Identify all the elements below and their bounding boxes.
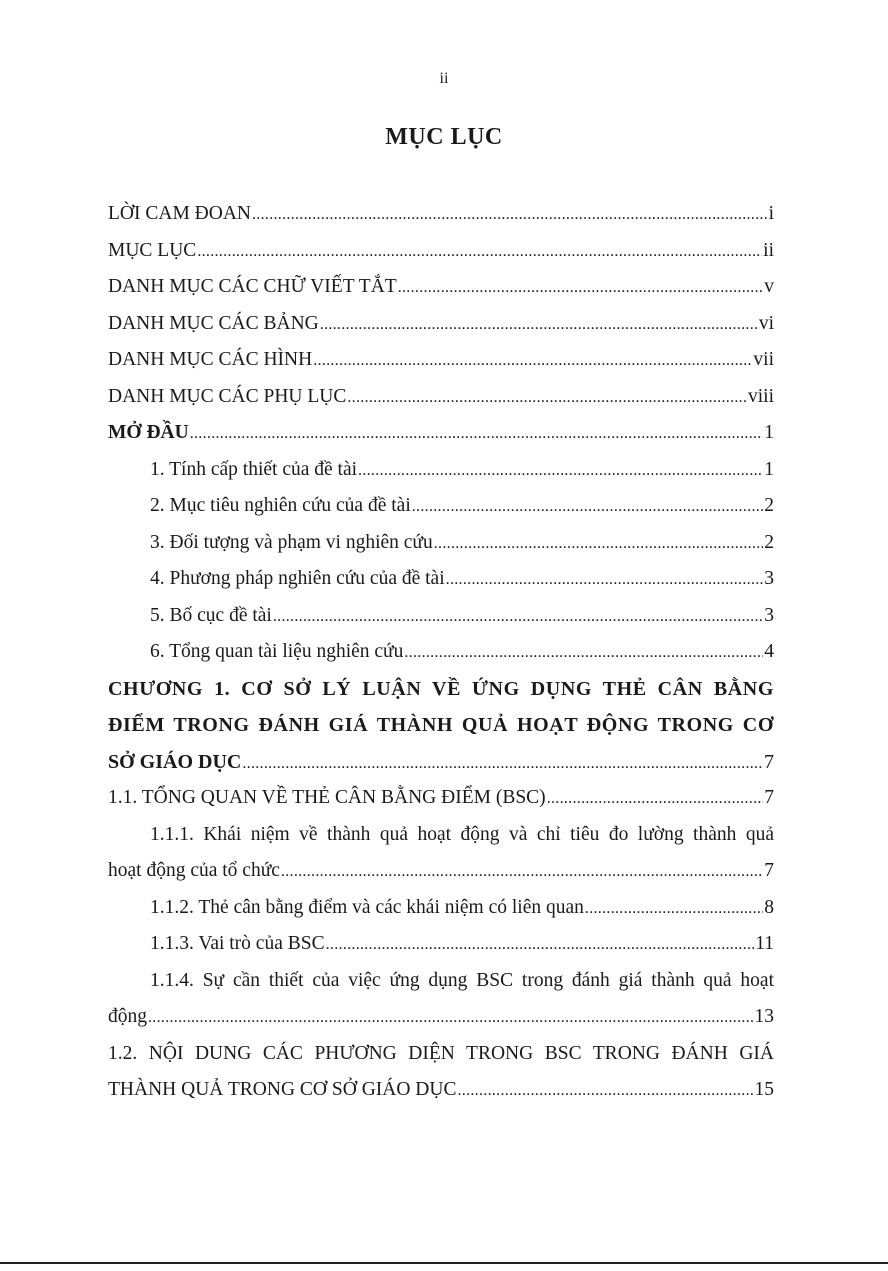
toc-entry-title: 4. Phương pháp nghiên cứu của đề tài — [150, 568, 445, 589]
toc-entry-title-line: ĐIỂM TRONG ĐÁNH GIÁ THÀNH QUẢ HOẠT ĐỘNG TRONG CƠ — [108, 714, 774, 736]
toc-entry-title: 1.1.2. Thẻ cân bằng điểm và các khái niệm có liên quan — [150, 896, 584, 918]
toc-page-number: i — [768, 203, 774, 224]
toc-entry-bo-cuc[interactable] — [108, 598, 774, 635]
toc-page-number: 3 — [764, 568, 774, 589]
toc-entry-last-line — [108, 999, 774, 1036]
toc-entry-1-1-3[interactable] — [108, 926, 774, 963]
toc-entry-title: MỤC LỤC — [108, 239, 197, 261]
toc-page-number: vi — [758, 312, 774, 334]
toc-entry-last-line — [108, 744, 774, 781]
toc-entry-title: 1. Tính cấp thiết của đề tài — [150, 458, 358, 480]
dot-leader — [197, 233, 762, 271]
toc-entry-title-line: CHƯƠNG 1. CƠ SỞ LÝ LUẬN VỀ ỨNG DỤNG THẺ CÂN BẰNG — [108, 677, 774, 700]
toc-entry-loi-cam-doan[interactable] — [108, 196, 774, 233]
toc-entry-title: DANH MỤC CÁC PHỤ LỤC — [108, 385, 347, 407]
toc-page-number: vii — [753, 349, 774, 370]
toc-page-number: 7 — [764, 750, 774, 773]
dot-leader — [273, 598, 763, 636]
dot-leader — [404, 634, 763, 672]
toc-entry-title: 3. Đối tượng và phạm vi nghiên cứu — [150, 531, 433, 553]
toc-page-number: 2 — [764, 495, 774, 516]
toc-entry-title: 2. Mục tiêu nghiên cứu của đề tài — [150, 495, 411, 516]
toc-entry-last-line — [108, 853, 774, 890]
toc-entry-phuong-phap[interactable] — [108, 561, 774, 598]
toc-entry-last-line — [108, 1072, 774, 1109]
toc-entry-title: 1.1. TỔNG QUAN VỀ THẺ CÂN BẰNG ĐIỂM (BSC) — [108, 787, 546, 808]
toc-entry-title: 6. Tổng quan tài liệu nghiên cứu — [150, 641, 404, 662]
toc-entry-doi-tuong[interactable] — [108, 525, 774, 562]
toc-entry-1-1-2[interactable] — [108, 890, 774, 927]
toc-entry-title: MỞ ĐẦU — [108, 422, 189, 443]
dot-leader — [347, 379, 747, 417]
toc-entry-chuong-1[interactable] — [108, 671, 774, 781]
toc-entry-cac-hinh[interactable] — [108, 342, 774, 379]
toc-page-number: 7 — [764, 860, 774, 881]
toc-page-number: 1 — [764, 422, 774, 443]
page-number: ii — [439, 70, 449, 87]
dot-leader — [326, 926, 755, 964]
dot-leader — [412, 488, 764, 526]
toc-entry-1-2[interactable] — [108, 1036, 774, 1109]
toc-entry-title: SỞ GIÁO DỤC — [108, 750, 242, 773]
toc-entry-title: 1.1.3. Vai trò của BSC — [150, 933, 325, 954]
dot-leader — [190, 415, 764, 453]
toc-entry-mo-dau[interactable] — [108, 415, 774, 452]
toc-entry-cac-bang[interactable] — [108, 306, 774, 343]
toc-entry-title: động — [108, 1006, 147, 1027]
toc-entry-1-1-1[interactable] — [108, 817, 774, 890]
dot-leader — [585, 890, 763, 928]
toc-entry-muc-luc[interactable] — [108, 233, 774, 270]
toc-entry-title: THÀNH QUẢ TRONG CƠ SỞ GIÁO DỤC — [108, 1079, 457, 1100]
toc-entry-title-line: 1.1.1. Khái niệm về thành quả hoạt động và chỉ tiêu đo lường thành quả — [150, 823, 774, 845]
toc-entry-title-line: 1.2. NỘI DUNG CÁC PHƯƠNG DIỆN TRONG BSC TRONG ĐÁNH GIÁ — [108, 1042, 774, 1064]
toc-page-number: 3 — [764, 604, 774, 626]
toc-entry-phu-luc[interactable] — [108, 379, 774, 416]
dot-leader — [313, 342, 752, 380]
toc-page-number: 7 — [764, 787, 774, 808]
toc-entry-1-1[interactable] — [108, 780, 774, 817]
toc-page-number: 4 — [764, 641, 774, 662]
toc-page-number: 2 — [764, 531, 774, 553]
toc-entry-chu-viet-tat[interactable] — [108, 269, 774, 306]
toc-entry-title: DANH MỤC CÁC BẢNG — [108, 312, 319, 334]
dot-leader — [148, 999, 754, 1037]
toc-page-number: 15 — [754, 1079, 774, 1100]
dot-leader — [457, 1072, 753, 1110]
toc-entry-muc-tieu[interactable] — [108, 488, 774, 525]
dot-leader — [547, 780, 764, 818]
toc-page-number: 1 — [764, 458, 774, 480]
dot-leader — [398, 269, 764, 307]
toc-entry-1-1-4[interactable] — [108, 963, 774, 1036]
dot-leader — [320, 306, 758, 344]
toc-entry-title: 5. Bố cục đề tài — [150, 604, 272, 626]
toc-entry-title: hoạt động của tổ chức — [108, 860, 280, 881]
page-title: MỤC LỤC — [385, 124, 503, 150]
toc-entry-tong-quan[interactable] — [108, 634, 774, 671]
toc-page-number: ii — [763, 239, 774, 261]
toc-page-number: 8 — [764, 896, 774, 918]
toc-page-number: viii — [747, 385, 774, 407]
toc-entry-title: DANH MỤC CÁC CHỮ VIẾT TẮT — [108, 276, 397, 297]
dot-leader — [446, 561, 764, 599]
table-of-contents — [108, 196, 774, 1109]
toc-entry-title-line: 1.1.4. Sự cần thiết của việc ứng dụng BSC trong đánh giá thành quả hoạt — [150, 969, 774, 991]
toc-entry-title: LỜI CAM ĐOAN — [108, 203, 251, 224]
dot-leader — [434, 525, 764, 563]
page-bottom-border — [0, 1262, 888, 1264]
toc-page-number: v — [764, 276, 774, 297]
toc-page-number: 11 — [755, 933, 774, 954]
dot-leader — [252, 196, 768, 234]
dot-leader — [358, 452, 763, 490]
toc-entry-title: DANH MỤC CÁC HÌNH — [108, 349, 313, 370]
dot-leader — [281, 853, 763, 891]
toc-page-number: 13 — [754, 1006, 774, 1027]
toc-entry-tinh-cap-thiet[interactable] — [108, 452, 774, 489]
dot-leader — [242, 744, 763, 783]
